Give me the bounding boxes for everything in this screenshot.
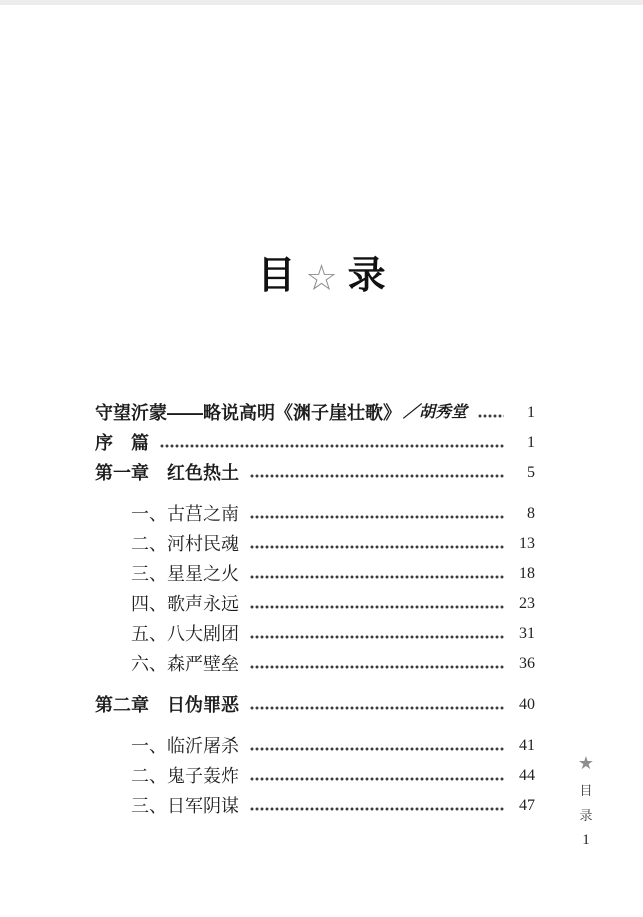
- toc-entry: [95, 589, 535, 619]
- toc-entry-label: 二、河村民魂: [131, 534, 239, 554]
- toc-entry-page-number: 44: [519, 767, 535, 784]
- dotted-leader: [250, 777, 504, 781]
- toc-entry: [95, 690, 535, 720]
- toc-entry-author: ／胡秀堂: [403, 404, 468, 421]
- margin-sidebar: [574, 753, 598, 849]
- dotted-leader: [160, 444, 504, 448]
- toc-entry: [95, 731, 535, 761]
- filled-star-icon: ★: [577, 753, 595, 773]
- page-title: [0, 254, 643, 300]
- toc-entry-label: 六、森严壁垒: [131, 654, 239, 674]
- toc-entry: [95, 458, 535, 488]
- toc-entry-label: 守望沂蒙——略说高明《渊子崖壮歌》: [95, 403, 401, 423]
- toc-entry-page-number: 1: [527, 404, 535, 421]
- toc-entry-page-number: 41: [519, 737, 535, 754]
- toc-entry-page-number: 31: [519, 625, 535, 642]
- title-char-right: 录: [347, 255, 386, 297]
- toc-entry: [95, 529, 535, 559]
- toc-entry-label: 第一章 红色热土: [95, 463, 239, 483]
- toc-entry-label: 一、临沂屠杀: [131, 736, 239, 756]
- toc-entry-page-number: 8: [527, 505, 535, 522]
- title-char-left: 目: [257, 255, 296, 297]
- dotted-leader: [250, 575, 504, 579]
- toc-entry: [95, 791, 535, 821]
- toc-entry-label: 三、日军阴谋: [131, 796, 239, 816]
- dotted-leader: [478, 414, 504, 418]
- dotted-leader: [250, 605, 504, 609]
- toc-entry-page-number: 5: [527, 464, 535, 481]
- toc-entry-page-number: 23: [519, 595, 535, 612]
- toc-entry-page-number: 36: [519, 655, 535, 672]
- toc-entry-label: 第二章 日伪罪恶: [95, 695, 239, 715]
- toc-entry-label: 一、古莒之南: [131, 504, 239, 524]
- toc-entry: [95, 428, 535, 458]
- toc-entry-label: 序 篇: [95, 433, 149, 453]
- dotted-leader: [250, 515, 504, 519]
- dotted-leader: [250, 807, 504, 811]
- dotted-leader: [250, 747, 504, 751]
- dotted-leader: [250, 474, 504, 478]
- toc-entry-label: 五、八大剧团: [131, 624, 239, 644]
- toc-entry: [95, 649, 535, 679]
- dotted-leader: [250, 706, 504, 710]
- dotted-leader: [250, 665, 504, 669]
- toc-entry-page-number: 1: [527, 434, 535, 451]
- dotted-leader: [250, 635, 504, 639]
- sidebar-page-number: 1: [582, 832, 590, 848]
- toc-entry: [95, 499, 535, 529]
- toc-entry: [95, 619, 535, 649]
- toc-list: [95, 398, 535, 821]
- toc-entry-label: 三、星星之火: [131, 564, 239, 584]
- sidebar-vertical-char: 目: [579, 783, 593, 798]
- hollow-star-icon: ☆: [305, 258, 338, 298]
- toc-entry-page-number: 47: [519, 797, 535, 814]
- toc-entry: [95, 559, 535, 589]
- toc-entry: [95, 761, 535, 791]
- toc-entry-label: 二、鬼子轰炸: [131, 766, 239, 786]
- toc-entry: [95, 398, 535, 428]
- dotted-leader: [250, 545, 504, 549]
- toc-entry-page-number: 13: [519, 535, 535, 552]
- toc-entry-label: 四、歌声永远: [131, 594, 239, 614]
- page-top-edge: [0, 0, 643, 5]
- sidebar-vertical-char: 录: [579, 808, 593, 823]
- toc-entry-page-number: 40: [519, 696, 535, 713]
- toc-entry-page-number: 18: [519, 565, 535, 582]
